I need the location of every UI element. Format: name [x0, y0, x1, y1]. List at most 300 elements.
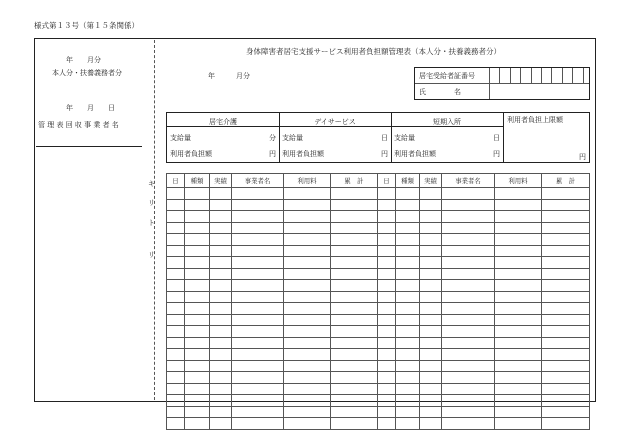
provider-cell[interactable]: [442, 234, 495, 246]
provider-cell[interactable]: [232, 418, 284, 430]
provider-cell[interactable]: [232, 326, 284, 338]
actual-cell[interactable]: [420, 268, 442, 280]
ledger-body-left: [167, 188, 378, 430]
cumulative-cell[interactable]: [542, 349, 590, 361]
type-cell[interactable]: [396, 188, 420, 200]
collector-label: 管 理 表 回 収 事 業 者 名: [38, 121, 119, 129]
day-cell[interactable]: [167, 372, 185, 384]
actual-cell[interactable]: [420, 222, 442, 234]
cut-char-ki: キ: [148, 180, 155, 188]
table-row: [167, 418, 378, 430]
type-cell[interactable]: [396, 268, 420, 280]
day-cell[interactable]: [378, 188, 396, 200]
actual-cell[interactable]: [210, 372, 232, 384]
actual-cell[interactable]: [420, 188, 442, 200]
provider-cell[interactable]: [232, 349, 284, 361]
cumulative-cell[interactable]: [331, 314, 378, 326]
name-field[interactable]: [490, 84, 589, 99]
day-cell[interactable]: [167, 245, 185, 257]
type-cell[interactable]: [396, 360, 420, 372]
actual-cell[interactable]: [210, 383, 232, 395]
type-cell[interactable]: [396, 349, 420, 361]
day-cell[interactable]: [378, 314, 396, 326]
actual-cell[interactable]: [420, 406, 442, 418]
type-cell[interactable]: [396, 314, 420, 326]
day-cell[interactable]: [378, 383, 396, 395]
actual-cell[interactable]: [420, 395, 442, 407]
provider-cell[interactable]: [442, 418, 495, 430]
actual-cell[interactable]: [420, 360, 442, 372]
day-cell[interactable]: [167, 291, 185, 303]
fee-cell[interactable]: [495, 418, 542, 430]
type-cell[interactable]: [185, 360, 210, 372]
table-row: [378, 280, 590, 292]
day-cell[interactable]: [378, 280, 396, 292]
cumulative-cell[interactable]: [542, 280, 590, 292]
table-row: [167, 326, 378, 338]
fee-cell[interactable]: [495, 245, 542, 257]
fee-cell[interactable]: [495, 314, 542, 326]
day-cell[interactable]: [167, 360, 185, 372]
cumulative-cell[interactable]: [542, 418, 590, 430]
col-header-cumulative: 累 計: [331, 174, 378, 188]
cumulative-cell[interactable]: [542, 395, 590, 407]
provider-cell[interactable]: [442, 303, 495, 315]
actual-cell[interactable]: [210, 257, 232, 269]
type-cell[interactable]: [185, 418, 210, 430]
day-cell[interactable]: [167, 314, 185, 326]
type-cell[interactable]: [396, 234, 420, 246]
actual-cell[interactable]: [210, 349, 232, 361]
actual-cell[interactable]: [420, 303, 442, 315]
fee-cell[interactable]: [495, 291, 542, 303]
day-cell[interactable]: [167, 199, 185, 211]
actual-cell[interactable]: [210, 199, 232, 211]
table-row: [167, 188, 378, 200]
form-number: 様式第１３号（第１５条関係）: [34, 21, 139, 30]
day-cell[interactable]: [167, 406, 185, 418]
provider-cell[interactable]: [232, 234, 284, 246]
cumulative-cell[interactable]: [542, 211, 590, 223]
type-cell[interactable]: [185, 303, 210, 315]
provider-cell[interactable]: [232, 280, 284, 292]
cumulative-cell[interactable]: [331, 383, 378, 395]
actual-cell[interactable]: [420, 314, 442, 326]
fee-cell[interactable]: [284, 349, 331, 361]
type-cell[interactable]: [185, 406, 210, 418]
table-row: [378, 372, 590, 384]
day-cell[interactable]: [167, 337, 185, 349]
table-row: [378, 268, 590, 280]
type-cell[interactable]: [396, 257, 420, 269]
type-cell[interactable]: [396, 337, 420, 349]
actual-cell[interactable]: [210, 234, 232, 246]
fee-cell[interactable]: [495, 360, 542, 372]
cumulative-cell[interactable]: [542, 406, 590, 418]
provider-cell[interactable]: [442, 372, 495, 384]
fee-cell[interactable]: [495, 406, 542, 418]
type-cell[interactable]: [396, 395, 420, 407]
type-cell[interactable]: [185, 211, 210, 223]
fee-cell[interactable]: [284, 211, 331, 223]
day-cell[interactable]: [378, 268, 396, 280]
provider-cell[interactable]: [232, 245, 284, 257]
provider-cell[interactable]: [232, 372, 284, 384]
fee-cell[interactable]: [495, 303, 542, 315]
cumulative-cell[interactable]: [542, 337, 590, 349]
actual-cell[interactable]: [420, 418, 442, 430]
type-cell[interactable]: [396, 418, 420, 430]
day-cell[interactable]: [167, 280, 185, 292]
cumulative-cell[interactable]: [331, 303, 378, 315]
type-cell[interactable]: [396, 211, 420, 223]
actual-cell[interactable]: [420, 280, 442, 292]
provider-cell[interactable]: [442, 222, 495, 234]
cumulative-cell[interactable]: [331, 395, 378, 407]
summary-home-care-supply-unit: 分: [269, 134, 276, 142]
fee-cell[interactable]: [495, 268, 542, 280]
provider-cell[interactable]: [232, 314, 284, 326]
type-cell[interactable]: [185, 337, 210, 349]
type-cell[interactable]: [396, 326, 420, 338]
day-cell[interactable]: [378, 337, 396, 349]
summary-home-care-burden-unit: 円: [269, 150, 276, 158]
collector-underline: [36, 146, 142, 147]
type-cell[interactable]: [396, 372, 420, 384]
type-cell[interactable]: [185, 222, 210, 234]
provider-cell[interactable]: [442, 383, 495, 395]
provider-cell[interactable]: [442, 406, 495, 418]
day-cell[interactable]: [167, 211, 185, 223]
provider-cell[interactable]: [232, 222, 284, 234]
fee-cell[interactable]: [495, 383, 542, 395]
day-cell[interactable]: [167, 326, 185, 338]
provider-cell[interactable]: [232, 257, 284, 269]
actual-cell[interactable]: [210, 280, 232, 292]
table-row: [167, 349, 378, 361]
cut-char-ri: リ: [148, 199, 155, 207]
fee-cell[interactable]: [284, 326, 331, 338]
fee-cell[interactable]: [495, 199, 542, 211]
cumulative-cell[interactable]: [331, 291, 378, 303]
fee-cell[interactable]: [284, 395, 331, 407]
cumulative-cell[interactable]: [331, 222, 378, 234]
fee-cell[interactable]: [284, 418, 331, 430]
summary-day-service-supply-unit: 日: [381, 134, 388, 142]
type-cell[interactable]: [185, 383, 210, 395]
fee-cell[interactable]: [284, 245, 331, 257]
type-cell[interactable]: [185, 291, 210, 303]
provider-cell[interactable]: [442, 349, 495, 361]
day-cell[interactable]: [378, 211, 396, 223]
fee-cell[interactable]: [284, 268, 331, 280]
cumulative-cell[interactable]: [331, 188, 378, 200]
cumulative-cell[interactable]: [542, 326, 590, 338]
col-header-actual: 実績: [210, 174, 232, 188]
type-cell[interactable]: [185, 326, 210, 338]
summary-short-stay-burden-label: 利用者負担額: [394, 150, 436, 158]
day-cell[interactable]: [378, 360, 396, 372]
type-cell[interactable]: [396, 199, 420, 211]
actual-cell[interactable]: [210, 326, 232, 338]
actual-cell[interactable]: [210, 314, 232, 326]
actual-cell[interactable]: [210, 222, 232, 234]
provider-cell[interactable]: [232, 395, 284, 407]
cumulative-cell[interactable]: [542, 199, 590, 211]
cumulative-cell[interactable]: [331, 360, 378, 372]
provider-cell[interactable]: [232, 383, 284, 395]
day-cell[interactable]: [378, 326, 396, 338]
type-cell[interactable]: [185, 349, 210, 361]
day-cell[interactable]: [378, 199, 396, 211]
actual-cell[interactable]: [420, 291, 442, 303]
fee-cell[interactable]: [495, 234, 542, 246]
provider-cell[interactable]: [442, 291, 495, 303]
day-cell[interactable]: [167, 395, 185, 407]
fee-cell[interactable]: [284, 314, 331, 326]
col-header-fee: 利用料: [284, 174, 331, 188]
actual-cell[interactable]: [210, 188, 232, 200]
actual-cell[interactable]: [420, 337, 442, 349]
day-cell[interactable]: [378, 234, 396, 246]
actual-cell[interactable]: [210, 211, 232, 223]
summary-day-service-burden-label: 利用者負担額: [282, 150, 324, 158]
summary-day-service-burden-unit: 円: [381, 150, 388, 158]
provider-cell[interactable]: [232, 291, 284, 303]
day-cell[interactable]: [378, 303, 396, 315]
fee-cell[interactable]: [284, 234, 331, 246]
cumulative-cell[interactable]: [542, 360, 590, 372]
fee-cell[interactable]: [495, 349, 542, 361]
provider-cell[interactable]: [442, 199, 495, 211]
cumulative-cell[interactable]: [542, 234, 590, 246]
day-cell[interactable]: [167, 257, 185, 269]
provider-cell[interactable]: [442, 326, 495, 338]
actual-cell[interactable]: [420, 326, 442, 338]
summary-box: [166, 112, 590, 163]
day-cell[interactable]: [378, 395, 396, 407]
type-cell[interactable]: [185, 234, 210, 246]
day-cell[interactable]: [378, 372, 396, 384]
type-cell[interactable]: [185, 268, 210, 280]
table-row: [167, 234, 378, 246]
provider-cell[interactable]: [232, 337, 284, 349]
fee-cell[interactable]: [495, 211, 542, 223]
type-cell[interactable]: [185, 245, 210, 257]
fee-cell[interactable]: [284, 303, 331, 315]
provider-cell[interactable]: [442, 395, 495, 407]
cumulative-cell[interactable]: [331, 326, 378, 338]
cumulative-cell[interactable]: [331, 406, 378, 418]
fee-cell[interactable]: [495, 372, 542, 384]
type-cell[interactable]: [185, 372, 210, 384]
fee-cell[interactable]: [284, 337, 331, 349]
actual-cell[interactable]: [210, 406, 232, 418]
left-date: 年 月 日: [66, 104, 115, 112]
fee-cell[interactable]: [284, 291, 331, 303]
fee-cell[interactable]: [284, 372, 331, 384]
fee-cell[interactable]: [495, 280, 542, 292]
cumulative-cell[interactable]: [331, 349, 378, 361]
provider-cell[interactable]: [232, 406, 284, 418]
fee-cell[interactable]: [284, 406, 331, 418]
day-cell[interactable]: [378, 257, 396, 269]
provider-cell[interactable]: [232, 188, 284, 200]
cumulative-cell[interactable]: [542, 222, 590, 234]
cumulative-cell[interactable]: [542, 291, 590, 303]
table-row: [167, 280, 378, 292]
day-cell[interactable]: [378, 222, 396, 234]
cumulative-cell[interactable]: [331, 245, 378, 257]
provider-cell[interactable]: [442, 314, 495, 326]
table-row: [167, 395, 378, 407]
day-cell[interactable]: [378, 349, 396, 361]
type-cell[interactable]: [185, 395, 210, 407]
summary-short-stay-burden-unit: 円: [493, 150, 500, 158]
actual-cell[interactable]: [210, 303, 232, 315]
type-cell[interactable]: [185, 280, 210, 292]
provider-cell[interactable]: [442, 280, 495, 292]
provider-cell[interactable]: [442, 245, 495, 257]
actual-cell[interactable]: [420, 245, 442, 257]
table-row: [167, 337, 378, 349]
summary-short-stay-title: 短期入所: [433, 118, 461, 126]
cumulative-cell[interactable]: [331, 372, 378, 384]
fee-cell[interactable]: [495, 326, 542, 338]
actual-cell[interactable]: [420, 383, 442, 395]
day-cell[interactable]: [167, 188, 185, 200]
cumulative-cell[interactable]: [542, 188, 590, 200]
day-cell[interactable]: [167, 349, 185, 361]
cumulative-cell[interactable]: [331, 199, 378, 211]
type-cell[interactable]: [396, 245, 420, 257]
cumulative-cell[interactable]: [331, 234, 378, 246]
day-cell[interactable]: [167, 222, 185, 234]
provider-cell[interactable]: [442, 257, 495, 269]
type-cell[interactable]: [185, 199, 210, 211]
table-row: [167, 199, 378, 211]
type-cell[interactable]: [396, 291, 420, 303]
cumulative-cell[interactable]: [542, 303, 590, 315]
day-cell[interactable]: [167, 383, 185, 395]
type-cell[interactable]: [185, 257, 210, 269]
summary-day-service-supply-label: 支給量: [282, 134, 303, 142]
actual-cell[interactable]: [210, 395, 232, 407]
actual-cell[interactable]: [210, 268, 232, 280]
col-header-provider: 事業者名: [232, 174, 284, 188]
actual-cell[interactable]: [210, 418, 232, 430]
table-row: [167, 372, 378, 384]
provider-cell[interactable]: [442, 337, 495, 349]
actual-cell[interactable]: [420, 372, 442, 384]
summary-short-stay-supply-label: 支給量: [394, 134, 415, 142]
table-row: [378, 199, 590, 211]
col-header-type: 種類: [396, 174, 420, 188]
type-cell[interactable]: [185, 188, 210, 200]
cumulative-cell[interactable]: [331, 337, 378, 349]
cumulative-cell[interactable]: [331, 211, 378, 223]
fee-cell[interactable]: [495, 337, 542, 349]
actual-cell[interactable]: [210, 337, 232, 349]
summary-home-care-burden-label: 利用者負担額: [170, 150, 212, 158]
provider-cell[interactable]: [232, 303, 284, 315]
cumulative-cell[interactable]: [542, 245, 590, 257]
day-cell[interactable]: [378, 245, 396, 257]
fee-cell[interactable]: [284, 360, 331, 372]
table-row: [378, 360, 590, 372]
type-cell[interactable]: [396, 280, 420, 292]
actual-cell[interactable]: [420, 257, 442, 269]
fee-cell[interactable]: [284, 280, 331, 292]
cumulative-cell[interactable]: [542, 314, 590, 326]
type-cell[interactable]: [396, 383, 420, 395]
provider-cell[interactable]: [442, 360, 495, 372]
cumulative-cell[interactable]: [331, 257, 378, 269]
actual-cell[interactable]: [420, 234, 442, 246]
table-row: [167, 383, 378, 395]
day-cell[interactable]: [167, 268, 185, 280]
type-cell[interactable]: [396, 303, 420, 315]
cumulative-cell[interactable]: [331, 268, 378, 280]
col-header-fee: 利用料: [495, 174, 542, 188]
fee-cell[interactable]: [284, 257, 331, 269]
provider-cell[interactable]: [442, 211, 495, 223]
day-cell[interactable]: [167, 303, 185, 315]
type-cell[interactable]: [185, 314, 210, 326]
table-row: [167, 268, 378, 280]
actual-cell[interactable]: [420, 349, 442, 361]
table-row: [378, 406, 590, 418]
day-cell[interactable]: [378, 291, 396, 303]
provider-cell[interactable]: [442, 188, 495, 200]
fee-cell[interactable]: [495, 222, 542, 234]
fee-cell[interactable]: [495, 395, 542, 407]
provider-cell[interactable]: [232, 360, 284, 372]
fee-cell[interactable]: [495, 188, 542, 200]
cumulative-cell[interactable]: [542, 268, 590, 280]
fee-cell[interactable]: [284, 188, 331, 200]
provider-cell[interactable]: [232, 199, 284, 211]
type-cell[interactable]: [396, 222, 420, 234]
actual-cell[interactable]: [210, 360, 232, 372]
actual-cell[interactable]: [420, 211, 442, 223]
cumulative-cell[interactable]: [542, 257, 590, 269]
day-cell[interactable]: [167, 418, 185, 430]
type-cell[interactable]: [396, 406, 420, 418]
fee-cell[interactable]: [284, 222, 331, 234]
fee-cell[interactable]: [284, 199, 331, 211]
cert-number-cells[interactable]: [489, 68, 593, 83]
actual-cell[interactable]: [210, 291, 232, 303]
day-cell[interactable]: [167, 234, 185, 246]
day-cell[interactable]: [378, 406, 396, 418]
actual-cell[interactable]: [420, 199, 442, 211]
actual-cell[interactable]: [210, 245, 232, 257]
provider-cell[interactable]: [232, 268, 284, 280]
cumulative-cell[interactable]: [542, 383, 590, 395]
day-cell[interactable]: [378, 418, 396, 430]
provider-cell[interactable]: [442, 268, 495, 280]
table-row: [167, 245, 378, 257]
cert-number-label: 居宅受給者証番号: [419, 72, 475, 80]
fee-cell[interactable]: [495, 257, 542, 269]
cumulative-cell[interactable]: [542, 372, 590, 384]
cut-char-to: ト: [148, 219, 155, 227]
cumulative-cell[interactable]: [331, 418, 378, 430]
fee-cell[interactable]: [284, 383, 331, 395]
provider-cell[interactable]: [232, 211, 284, 223]
cumulative-cell[interactable]: [331, 280, 378, 292]
